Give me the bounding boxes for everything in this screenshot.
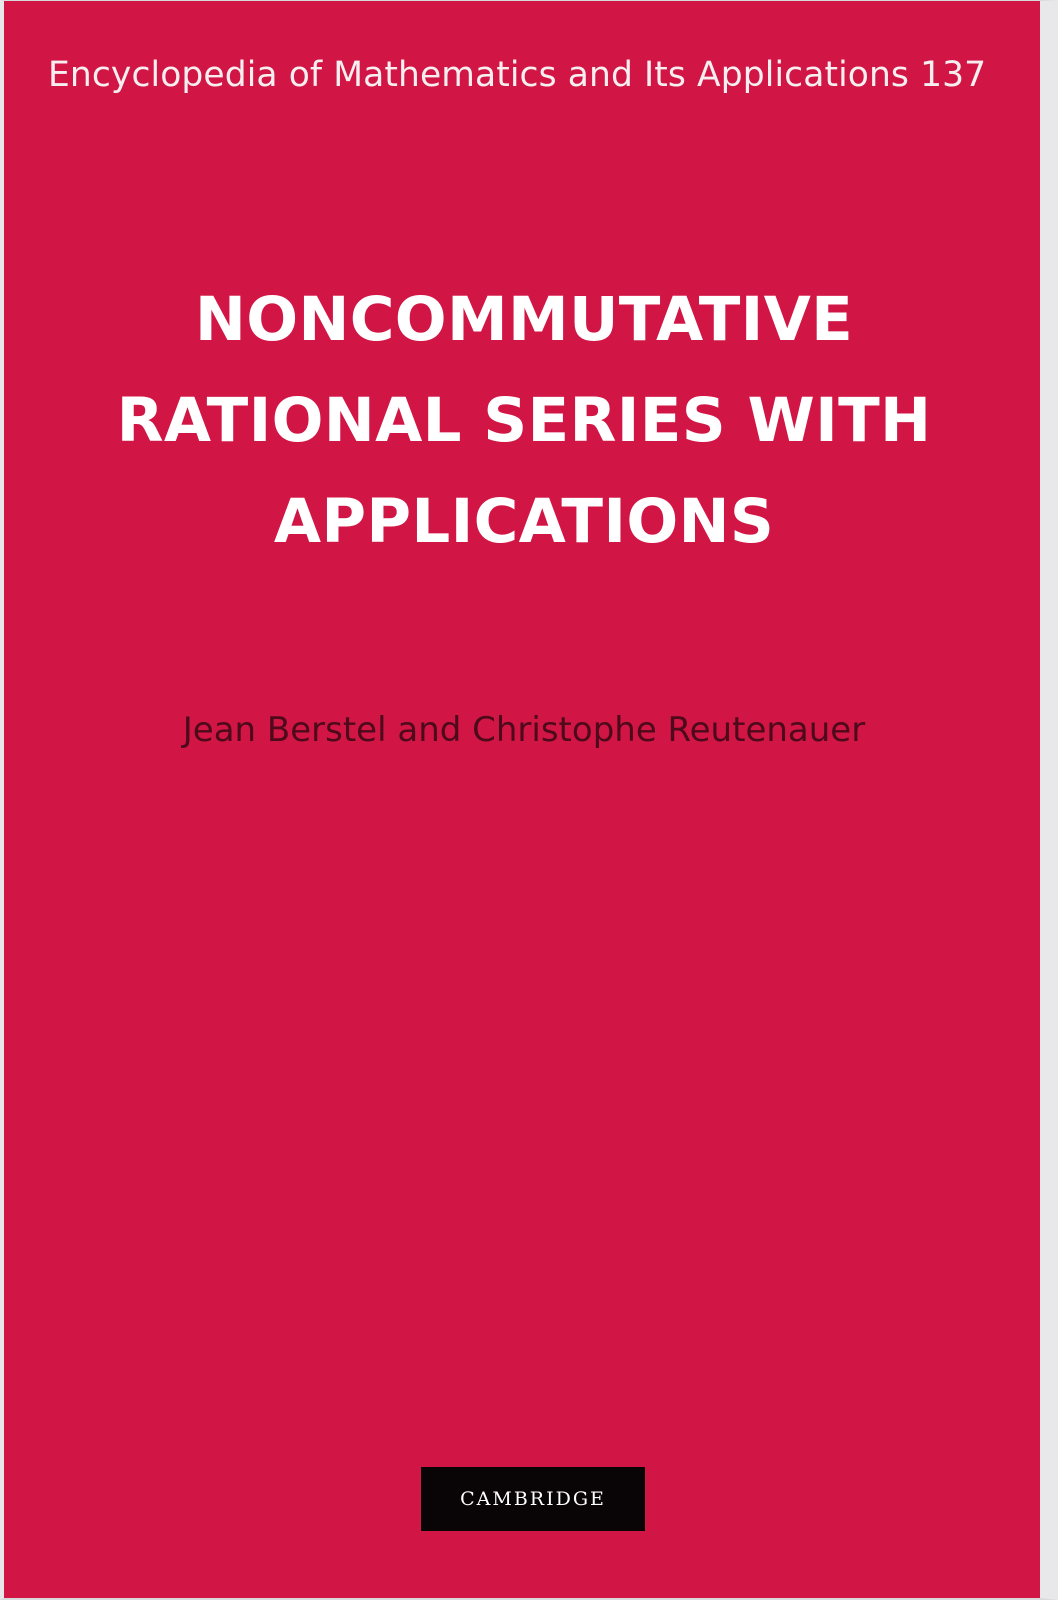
book-title-line-3: APPLICATIONS (273, 486, 775, 557)
publisher-logo-text: CAMBRIDGE (460, 1488, 606, 1510)
book-title (4, 269, 1044, 572)
book-title-line-1: NONCOMMUTATIVE (194, 284, 854, 355)
book-title-line-2: RATIONAL SERIES WITH (116, 385, 932, 456)
publisher-logo (421, 1467, 645, 1531)
authors: Jean Berstel and Christophe Reutenauer (182, 710, 866, 750)
series-title: Encyclopedia of Mathematics and Its Applications 137 (48, 55, 987, 95)
